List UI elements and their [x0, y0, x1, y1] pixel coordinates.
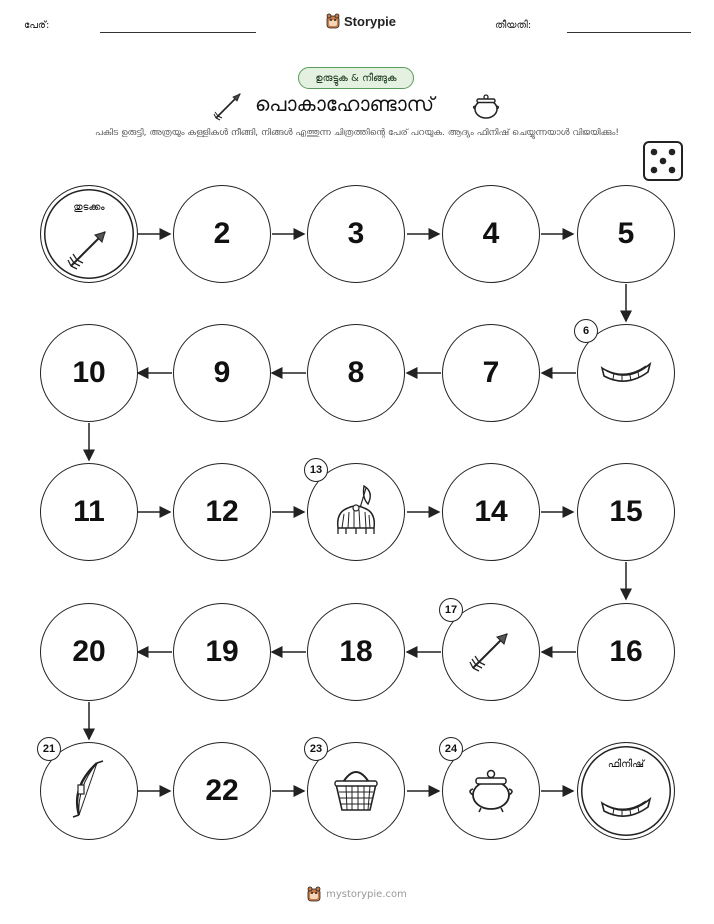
footer-url: mystorypie.com [326, 888, 407, 900]
storypie-mascot-icon [307, 886, 321, 902]
cell-number: 15 [609, 495, 643, 528]
bow-icon [67, 759, 111, 823]
number-cell [307, 324, 405, 422]
cell-number: 7 [482, 356, 500, 389]
cooking-pot-icon [465, 765, 517, 817]
cell-number: 3 [347, 217, 365, 250]
number-cell [40, 324, 138, 422]
cell-number: 10 [72, 356, 106, 389]
number-cell [173, 742, 271, 840]
cell-number: 5 [617, 217, 635, 250]
number-cell [442, 185, 540, 283]
feather-headdress-icon [330, 484, 382, 540]
picture-cell [442, 742, 540, 840]
cell-number-badge: 13 [304, 458, 328, 482]
cell-number-badge: 21 [37, 737, 61, 761]
date-label: തീയതി: [495, 20, 532, 31]
cell-number: 9 [213, 356, 231, 389]
name-label: പേര്: [24, 20, 50, 31]
canoe-icon [598, 354, 654, 392]
cell-number-badge: 6 [574, 319, 598, 343]
number-cell [40, 603, 138, 701]
picture-cell [577, 324, 675, 422]
number-cell [442, 463, 540, 561]
number-cell [307, 185, 405, 283]
start-label: തുടക്കം [73, 202, 105, 213]
cell-number: 20 [72, 635, 106, 668]
number-cell [307, 603, 405, 701]
arrow-icon [61, 220, 117, 280]
picture-cell [307, 742, 405, 840]
cell-number: 16 [609, 635, 643, 668]
cell-number: 2 [213, 217, 231, 250]
arrow-icon [463, 622, 519, 682]
picture-cell [307, 463, 405, 561]
number-cell [577, 185, 675, 283]
canoe-icon [598, 789, 654, 827]
number-cell [577, 463, 675, 561]
number-cell [173, 185, 271, 283]
cell-number: 22 [205, 774, 239, 807]
instructions-text: പകിട ഉരുട്ടി, അത്രയും കള്ളികൾ നീങ്ങി, നിങ്ങൾ എത്തുന്ന ചിത്രത്തിന്റെ പേര് പറയുക. ആദ്യം ഫിനിഷ് ചെയ്യുന്നയാൾ വിജയിക്കും! [95, 128, 619, 138]
cell-number: 14 [474, 495, 508, 528]
brand-name: Storypie [344, 13, 397, 29]
cell-number: 8 [347, 356, 365, 389]
number-cell [40, 463, 138, 561]
picture-cell [40, 742, 138, 840]
number-cell [173, 463, 271, 561]
cell-number: 18 [339, 635, 373, 668]
cell-number: 11 [73, 495, 105, 528]
number-cell [173, 603, 271, 701]
page-title: പൊകാഹോണ്ടാസ് [255, 92, 435, 116]
number-cell [577, 603, 675, 701]
cell-number-badge: 17 [439, 598, 463, 622]
start-cell [40, 185, 138, 283]
picture-cell [442, 603, 540, 701]
cell-number-badge: 23 [304, 737, 328, 761]
activity-type-tag: ഉരുട്ടുക & നീങ്ങുക [298, 67, 414, 89]
cell-number: 4 [482, 217, 500, 250]
cell-number: 12 [205, 495, 239, 528]
finish-label: ഫിനിഷ് [607, 759, 645, 770]
footer [0, 886, 714, 902]
number-cell [173, 324, 271, 422]
cell-number: 19 [205, 635, 239, 668]
basket-icon [330, 764, 382, 818]
finish-cell [577, 742, 675, 840]
cell-number-badge: 24 [439, 737, 463, 761]
number-cell [442, 324, 540, 422]
